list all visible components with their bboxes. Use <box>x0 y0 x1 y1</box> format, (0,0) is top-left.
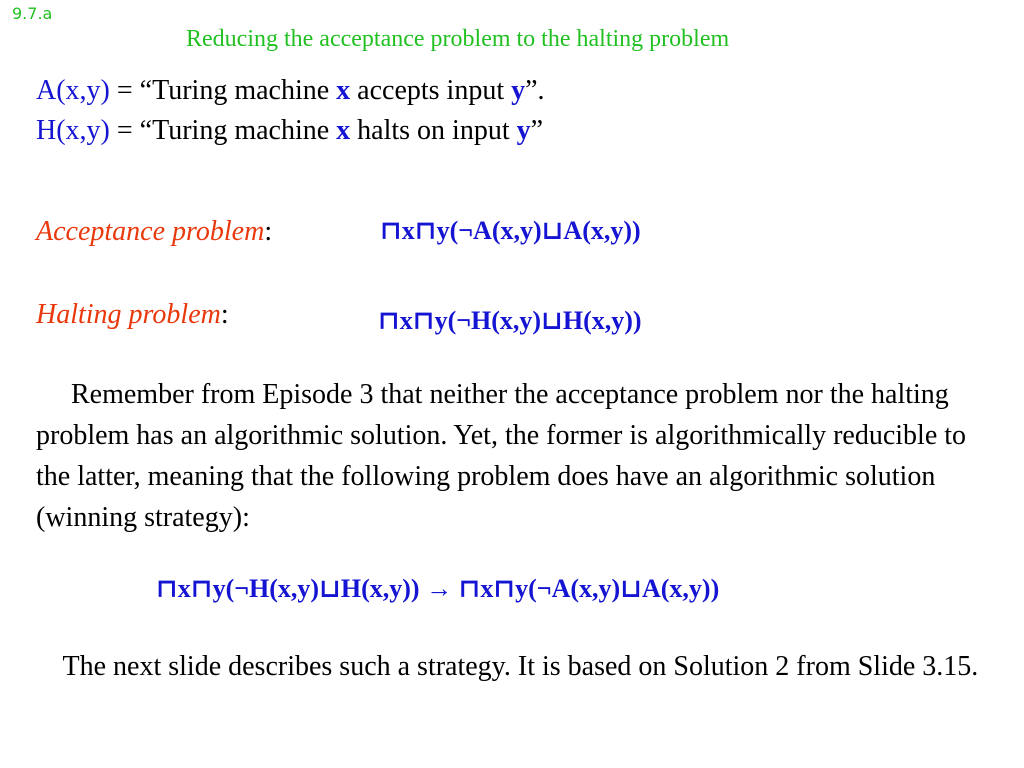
halting-problem-text: Halting problem <box>36 299 221 330</box>
variable-y: y <box>511 75 526 106</box>
label-colon: : <box>264 216 273 247</box>
slide-title: Reducing the acceptance problem to the halting problem <box>186 26 730 52</box>
definition-text: = “Turing machine <box>109 115 337 146</box>
variable-x: x <box>336 75 351 106</box>
acceptance-problem-text: Acceptance problem <box>36 216 265 247</box>
acceptance-problem-formula: ⊓x⊓y(¬A(x,y)⊔A(x,y)) <box>380 216 641 245</box>
halting-problem-label <box>36 299 229 331</box>
acceptance-predicate: A(x,y) <box>36 75 110 106</box>
definition-text: ” <box>530 115 544 146</box>
reduction-formula: ⊓x⊓y(¬H(x,y)⊔H(x,y)) → ⊓x⊓y(¬A(x,y)⊔A(x,y)) <box>156 574 720 603</box>
explanation-paragraph: Remember from Episode 3 that neither the acceptance problem nor the halting problem has an algorithmic solution. Yet, the former is algorithmically reducible to the latter, meaning that the following problem does have an algorithmic solution (winning strategy): <box>36 379 967 533</box>
next-slide-paragraph: The next slide describes such a strategy. It is based on Solution 2 from Slide 3.15. <box>28 651 979 682</box>
variable-y: y <box>516 115 531 146</box>
definition-text: = “Turing machine <box>109 75 337 106</box>
label-colon: : <box>220 299 229 330</box>
halting-problem-formula: ⊓x⊓y(¬H(x,y)⊔H(x,y)) <box>378 306 642 335</box>
halting-predicate: H(x,y) <box>36 115 110 146</box>
definition-halting <box>36 115 543 147</box>
acceptance-problem-label <box>36 216 272 248</box>
definition-text: halts on input <box>350 115 517 146</box>
variable-x: x <box>336 115 351 146</box>
definition-text: accepts input <box>350 75 512 106</box>
definition-text: ”. <box>525 75 545 106</box>
slide-number: 9.7.a <box>12 4 53 23</box>
definition-acceptance <box>36 75 545 107</box>
